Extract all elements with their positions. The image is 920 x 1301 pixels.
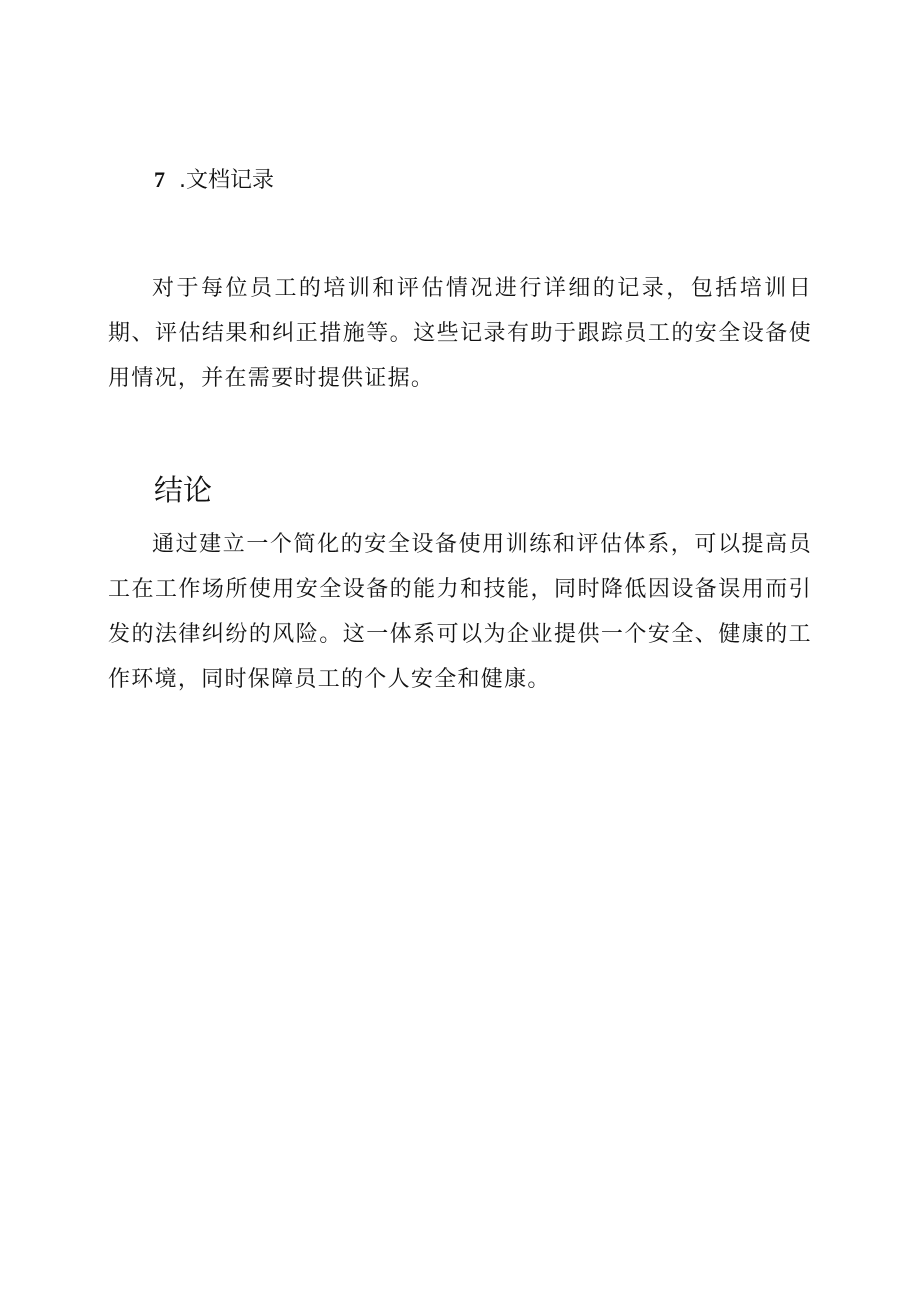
conclusion-heading: 结论 (154, 473, 213, 507)
section-paragraph: 对于每位员工的培训和评估情况进行详细的记录，包括培训日期、评估结果和纠正措施等。这些记录有助于跟踪员工的安全设备使用情况，并在需要时提供证据。 (108, 276, 812, 391)
section-number: 7 (154, 167, 165, 192)
section-heading (154, 162, 274, 199)
conclusion-paragraph: 通过建立一个简化的安全设备使用训练和评估体系，可以提高员工在工作场所使用安全设备的能力和技能，同时降低因设备误用而引发的法律纠纷的风险。这一体系可以为企业提供一个安全、健康的工作环境，同时保障员工的个人安全和健康。 (108, 532, 812, 692)
section-title: .文档记录 (179, 168, 274, 193)
